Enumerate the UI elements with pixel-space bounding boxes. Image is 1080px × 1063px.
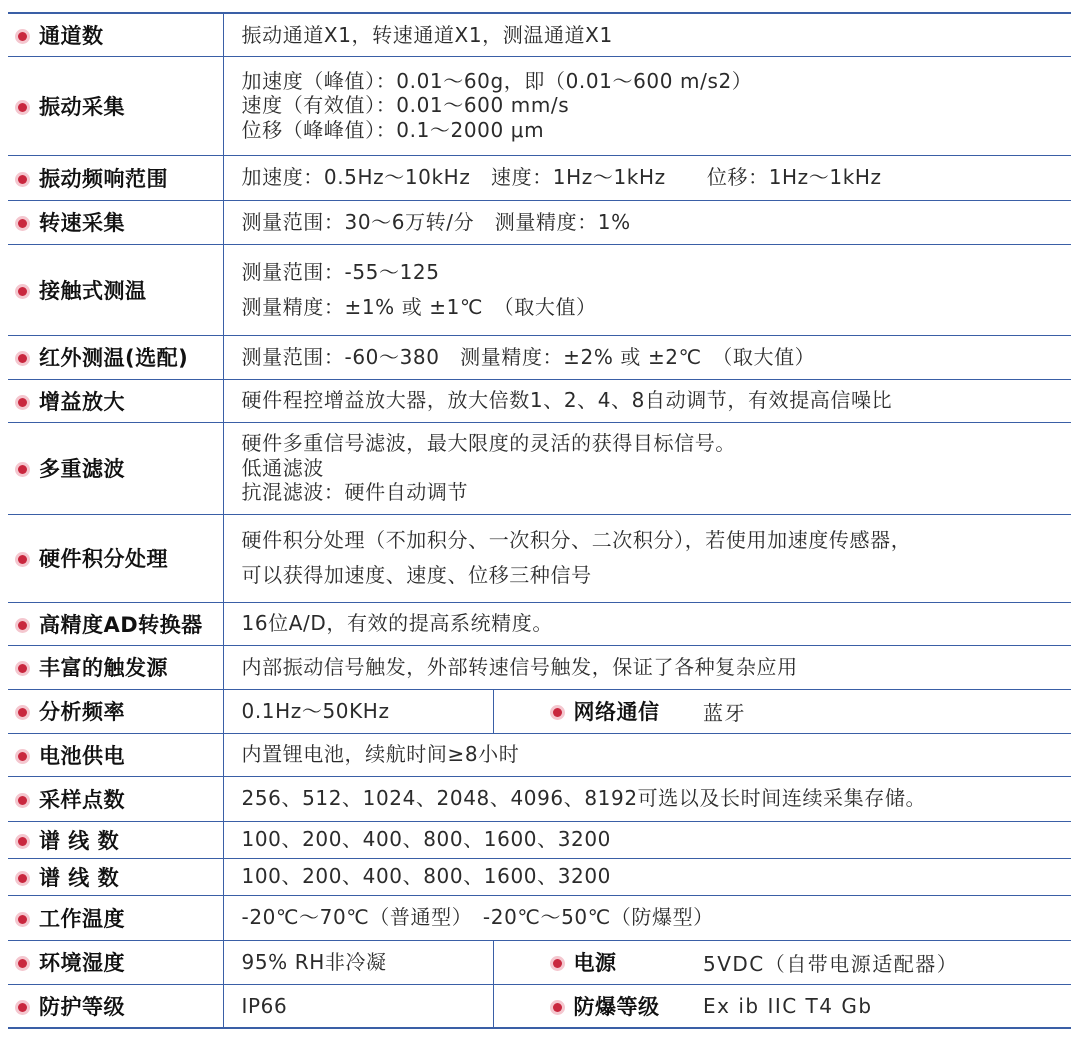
spec-row bbox=[8, 514, 1071, 602]
spec-value: 位移（峰峰值）：0.1～2000 μm bbox=[241, 117, 545, 142]
spec-row bbox=[8, 56, 1071, 155]
spec-row bbox=[8, 244, 1071, 335]
spec-value-cell bbox=[223, 335, 1071, 379]
spec-value: 100、200、400、800、1600、3200 bbox=[241, 864, 611, 889]
spec-table-body bbox=[8, 13, 1071, 1028]
spec-row bbox=[8, 200, 1071, 244]
spec-row bbox=[8, 776, 1071, 821]
spec-row bbox=[8, 984, 1071, 1028]
bullet-icon bbox=[553, 959, 562, 968]
spec-label: 分析频率 bbox=[39, 700, 125, 724]
spec-sub-value: Ex ib IIC T4 Gb bbox=[703, 984, 1071, 1028]
spec-label-cell bbox=[8, 200, 223, 244]
bullet-icon bbox=[18, 398, 27, 407]
spec-label-cell bbox=[8, 56, 223, 155]
spec-value: 测量精度：±1% 或 ±1℃ （取大值） bbox=[241, 294, 597, 319]
spec-value: 低通滤波 bbox=[241, 455, 324, 480]
spec-value: 加速度：0.5Hz～10kHz 速度：1Hz～1kHz 位移：1Hz～1kHz bbox=[241, 165, 882, 190]
spec-label: 硬件积分处理 bbox=[39, 547, 168, 571]
spec-value-cell bbox=[223, 858, 1071, 895]
bullet-icon bbox=[18, 465, 27, 474]
spec-row bbox=[8, 602, 1071, 645]
spec-value: 0.1Hz～50KHz bbox=[241, 698, 390, 723]
spec-row bbox=[8, 379, 1071, 422]
spec-value: 95% RH非冷凝 bbox=[241, 949, 387, 974]
bullet-icon bbox=[18, 708, 27, 717]
spec-label: 工作温度 bbox=[39, 906, 125, 931]
spec-row bbox=[8, 335, 1071, 379]
spec-label-cell bbox=[8, 733, 223, 776]
spec-label: 多重滤波 bbox=[39, 457, 125, 481]
spec-label: 振动采集 bbox=[39, 94, 125, 119]
spec-value: 100、200、400、800、1600、3200 bbox=[241, 827, 611, 852]
spec-value-cell bbox=[223, 733, 1071, 776]
spec-label-cell bbox=[8, 821, 223, 858]
spec-label-cell bbox=[8, 645, 223, 689]
spec-label-cell bbox=[8, 602, 223, 645]
spec-value-cell bbox=[223, 56, 1071, 155]
spec-sub-value: 蓝牙 bbox=[703, 689, 1071, 733]
spec-value: 256、512、1024、2048、4096、8192可选以及长时间连续采集存储。 bbox=[241, 786, 927, 811]
spec-label-cell bbox=[8, 858, 223, 895]
spec-row bbox=[8, 733, 1071, 776]
bullet-icon bbox=[18, 752, 27, 761]
spec-row bbox=[8, 858, 1071, 895]
spec-sub-value: 5VDC（自带电源适配器） bbox=[703, 940, 1071, 984]
bullet-icon bbox=[553, 1003, 562, 1012]
spec-table bbox=[8, 12, 1071, 1029]
spec-label: 高精度AD转换器 bbox=[39, 612, 203, 637]
bullet-icon bbox=[18, 354, 27, 363]
spec-value: 振动通道X1，转速通道X1，测温通道X1 bbox=[241, 22, 613, 47]
spec-value-cell bbox=[223, 155, 1071, 200]
bullet-icon bbox=[18, 287, 27, 296]
spec-label-cell bbox=[8, 335, 223, 379]
spec-sub-label: 网络通信 bbox=[573, 700, 660, 724]
spec-label-cell bbox=[8, 940, 223, 984]
bullet-icon bbox=[18, 959, 27, 968]
spec-label: 谱 线 数 bbox=[39, 828, 120, 853]
spec-row bbox=[8, 13, 1071, 56]
spec-value: 16位A/D，有效的提高系统精度。 bbox=[241, 611, 553, 636]
spec-row bbox=[8, 821, 1071, 858]
bullet-icon bbox=[18, 219, 27, 228]
spec-label: 红外测温(选配) bbox=[39, 346, 189, 370]
spec-value-cell bbox=[223, 422, 1071, 514]
spec-value: 内置锂电池，续航时间≥8小时 bbox=[241, 742, 520, 767]
spec-value: 加速度（峰值）：0.01～60g，即（0.01～600 m/s2） bbox=[241, 68, 753, 93]
spec-label: 丰富的触发源 bbox=[39, 656, 168, 680]
spec-label-cell bbox=[8, 689, 223, 733]
spec-value: -20℃～70℃（普通型） -20℃～50℃（防爆型） bbox=[241, 905, 714, 930]
bullet-icon bbox=[18, 915, 27, 924]
bullet-icon bbox=[18, 32, 27, 41]
spec-value: 硬件多重信号滤波，最大限度的灵活的获得目标信号。 bbox=[241, 431, 736, 456]
spec-label-cell bbox=[8, 776, 223, 821]
spec-label: 采样点数 bbox=[39, 787, 125, 812]
spec-value: 可以获得加速度、速度、位移三种信号 bbox=[241, 563, 592, 587]
spec-label-cell bbox=[8, 379, 223, 422]
spec-value: 测量范围：-60～380 测量精度：±2% 或 ±2℃ （取大值） bbox=[241, 344, 816, 369]
bullet-icon bbox=[18, 175, 27, 184]
bullet-icon bbox=[18, 621, 27, 630]
spec-value: 硬件积分处理（不加积分、一次积分、二次积分），若使用加速度传感器， bbox=[241, 528, 912, 552]
spec-row bbox=[8, 645, 1071, 689]
spec-label: 振动频响范围 bbox=[39, 166, 168, 191]
spec-value: 测量范围：-55～125 bbox=[241, 259, 440, 284]
spec-value-cell bbox=[223, 602, 1071, 645]
spec-label: 防护等级 bbox=[39, 994, 125, 1019]
spec-value: 内部振动信号触发，外部转速信号触发，保证了各种复杂应用 bbox=[241, 654, 798, 679]
bullet-icon bbox=[18, 664, 27, 673]
spec-value: 抗混滤波：硬件自动调节 bbox=[241, 480, 469, 505]
spec-label: 谱 线 数 bbox=[39, 865, 120, 890]
spec-row bbox=[8, 895, 1071, 940]
spec-value-cell bbox=[223, 200, 1071, 244]
spec-value-cell bbox=[223, 895, 1071, 940]
spec-row bbox=[8, 422, 1071, 514]
bullet-icon bbox=[553, 708, 562, 717]
spec-value-cell bbox=[223, 244, 1071, 335]
spec-value-cell bbox=[223, 645, 1071, 689]
spec-value-cell bbox=[223, 13, 1071, 56]
spec-label: 通道数 bbox=[39, 23, 104, 48]
spec-label-cell bbox=[8, 514, 223, 602]
spec-row bbox=[8, 689, 1071, 733]
bullet-icon bbox=[18, 1003, 27, 1012]
bullet-icon bbox=[18, 555, 27, 564]
spec-row bbox=[8, 940, 1071, 984]
spec-sub-label: 电源 bbox=[573, 951, 617, 975]
spec-value: 硬件程控增益放大器，放大倍数1、2、4、8自动调节，有效提高信噪比 bbox=[241, 388, 893, 413]
spec-label-cell bbox=[8, 13, 223, 56]
spec-row bbox=[8, 155, 1071, 200]
spec-value-cell bbox=[223, 776, 1071, 821]
spec-value: IP66 bbox=[241, 993, 288, 1018]
spec-label: 接触式测温 bbox=[39, 278, 147, 303]
spec-label: 增益放大 bbox=[39, 389, 125, 414]
spec-label: 电池供电 bbox=[39, 743, 125, 768]
bullet-icon bbox=[18, 103, 27, 112]
spec-value-cell bbox=[223, 821, 1071, 858]
spec-label-cell bbox=[8, 984, 223, 1028]
bullet-icon bbox=[18, 837, 27, 846]
spec-value-cell bbox=[223, 940, 493, 984]
spec-label-cell bbox=[8, 422, 223, 514]
spec-label: 转速采集 bbox=[39, 211, 125, 235]
spec-value-cell bbox=[223, 514, 1071, 602]
spec-value-cell bbox=[223, 984, 493, 1028]
spec-value: 测量范围：30～6万转/分 测量精度：1% bbox=[241, 209, 631, 234]
spec-label: 环境湿度 bbox=[39, 951, 125, 975]
spec-value-cell bbox=[223, 689, 493, 733]
spec-sub-label-cell bbox=[493, 689, 703, 733]
spec-sub-label-cell bbox=[493, 984, 703, 1028]
bullet-icon bbox=[18, 874, 27, 883]
spec-label-cell bbox=[8, 244, 223, 335]
spec-sub-label-cell bbox=[493, 940, 703, 984]
spec-value-cell bbox=[223, 379, 1071, 422]
spec-label-cell bbox=[8, 155, 223, 200]
spec-sub-label: 防爆等级 bbox=[573, 994, 660, 1019]
spec-label-cell bbox=[8, 895, 223, 940]
spec-value: 速度（有效值）：0.01～600 mm/s bbox=[241, 93, 570, 118]
bullet-icon bbox=[18, 796, 27, 805]
